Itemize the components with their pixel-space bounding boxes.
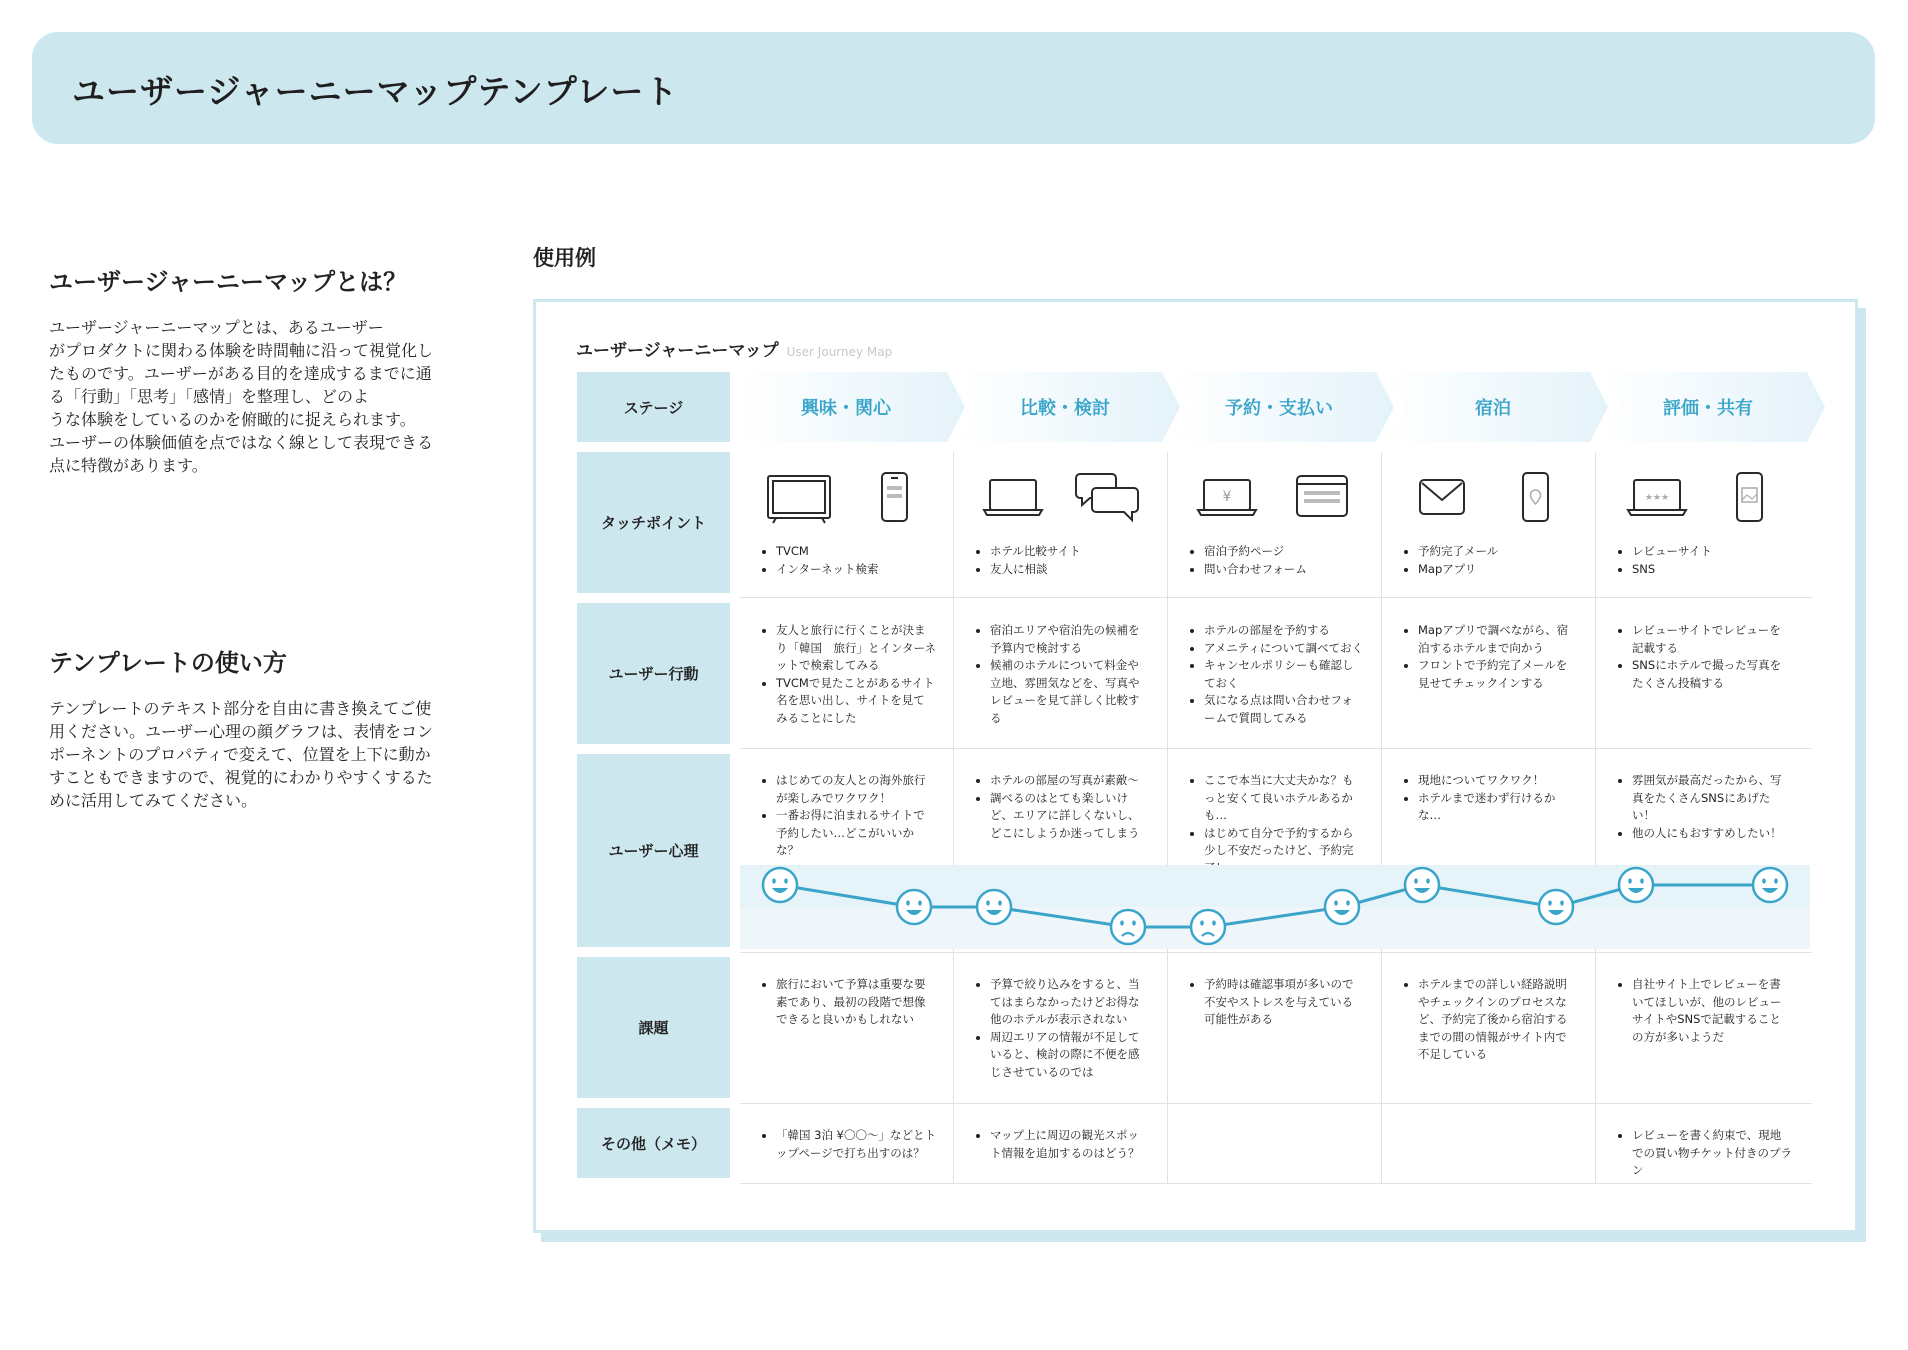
touchpoint-list	[976, 543, 1156, 578]
list-item: • インターネット検索	[776, 561, 942, 579]
stage-5-icons	[1626, 470, 1796, 526]
list-item: • 友人と旅行に行くことが決まり「韓国 旅行」とインターネットで検索してみる	[776, 622, 936, 675]
action-list	[1404, 622, 1578, 692]
stage-3-icons	[1196, 470, 1356, 526]
about-text	[49, 315, 479, 476]
list-item: • 問い合わせフォーム	[1204, 561, 1370, 579]
smile-face-icon	[1405, 868, 1439, 902]
about-line: 点に特徴があります。	[49, 456, 208, 475]
stage-name: 評価・共有	[1663, 398, 1753, 419]
list-item: • 予約完了メール	[1418, 543, 1584, 561]
smile-face-icon	[897, 890, 931, 924]
issue-list	[762, 976, 936, 1029]
row-divider	[740, 748, 1812, 749]
stage-4-icons	[1418, 470, 1568, 526]
list-item: • TVCM	[776, 543, 942, 561]
list-item: • ホテルの部屋の写真が素敵〜	[990, 772, 1150, 790]
list-item: • レビューサイト	[1632, 543, 1798, 561]
map-title-en: User Journey Map	[786, 345, 893, 359]
thought-list	[1618, 772, 1792, 842]
howto-heading: テンプレートの使い方	[49, 648, 287, 677]
touchpoint-list	[762, 543, 942, 578]
list-item: • 調べるのはとても楽しいけど、エリアに詳しくないし、どこにしようか迷ってしまう	[990, 790, 1150, 843]
row-divider	[740, 952, 1812, 953]
column-divider	[953, 452, 954, 1183]
list-item: • はじめて自分で予約するから少し不安だったけど、予約完	[1204, 825, 1364, 878]
row-label-psychology: ユーザー心理	[577, 754, 730, 947]
list-item: • 気になる点は問い合わせフォームで質問してみる	[1204, 692, 1364, 727]
photo-phone-icon	[1737, 473, 1762, 521]
mail-icon	[1420, 480, 1464, 514]
list-item: • Mapアプリで調べながら、宿泊するホテルまで向かう	[1418, 622, 1578, 657]
stage-name: 宿泊	[1475, 398, 1511, 419]
list-item: • ホテルの部屋を予約する	[1204, 622, 1364, 640]
chat-bubbles-icon	[1076, 474, 1138, 520]
memo-list	[1618, 1127, 1792, 1180]
card-icon	[1297, 476, 1347, 516]
howto-line: すこともできますので、視覚的にわかりやすくするた	[49, 768, 433, 787]
list-item: • マップ上に周辺の観光スポット情報を追加するのはどう？	[990, 1127, 1150, 1162]
list-item: • 宿泊予約ページ	[1204, 543, 1370, 561]
row-divider	[740, 1103, 1812, 1104]
list-item: • フロントで予約完了メールを見せてチェックインする	[1418, 657, 1578, 692]
thought-list	[1404, 772, 1578, 825]
map-phone-icon	[1523, 473, 1548, 521]
issue-list	[1618, 976, 1792, 1046]
sad-face-icon	[1191, 910, 1225, 944]
page-title: ユーザージャーニーマップテンプレート	[72, 72, 679, 111]
list-item: • 自社サイト上でレビューを書いてほしいが、他のレビューサイトやSNSで記載することの方が多いようだ	[1632, 976, 1792, 1046]
about-line: る「行動」「思考」「感情」を整理し、どのよ	[49, 387, 370, 406]
row-label-issue: 課題	[577, 957, 730, 1098]
memo-list	[762, 1127, 936, 1162]
list-item: • 予算で絞り込みをすると、当てはまらなかったけどお得な他のホテルが表示されない	[990, 976, 1150, 1029]
column-divider	[1381, 452, 1382, 1183]
list-item: • はじめての友人との海外旅行が楽しみでワクワク！	[776, 772, 936, 807]
map-title	[576, 336, 892, 361]
list-item: • TVCMで見たことがあるサイト名を思い出し、サイトを見てみることにした	[776, 675, 936, 728]
list-item: • 友人に相談	[990, 561, 1156, 579]
list-item: • 「韓国 3泊 ¥〇〇〜」などとトップページで打ち出すのは？	[776, 1127, 936, 1162]
list-item: • レビューサイトでレビューを記載する	[1632, 622, 1792, 657]
smile-face-icon	[977, 890, 1011, 924]
list-item: • 候補のホテルについて料金や立地、雰囲気などを、写真やレビューを見て詳しく比較する	[990, 657, 1150, 727]
list-item: • 予約時は確認事項が多いので不安やストレスを与えている可能性がある	[1204, 976, 1364, 1029]
touchpoint-list	[1618, 543, 1798, 578]
list-item: • SNS	[1632, 561, 1798, 579]
howto-text	[49, 696, 479, 811]
stage-name: 比較・検討	[1020, 398, 1110, 419]
touchpoint-list	[1190, 543, 1370, 578]
list-item: • ホテルまでの詳しい経路説明やチェックインのプロセスなど、予約完了後から宿泊するまでの間の情報がサイト内で不足している	[1418, 976, 1578, 1064]
stage-name: 興味・関心	[801, 398, 891, 419]
smile-face-icon	[1753, 868, 1787, 902]
issue-list	[1190, 976, 1364, 1029]
list-item: • SNSにホテルで撮った写真をたくさん投稿する	[1632, 657, 1792, 692]
smartphone-icon	[882, 473, 907, 521]
list-item: • ここで本当に大丈夫かな？もっと安くて良いホテルあるかも…	[1204, 772, 1364, 825]
smile-face-icon	[1325, 890, 1359, 924]
row-divider	[740, 597, 1812, 598]
touchpoint-list	[1404, 543, 1584, 578]
about-line: うな体験をしているのかを俯瞰的に捉えられます。	[49, 410, 416, 429]
list-item: • 他の人にもおすすめしたい！	[1632, 825, 1792, 843]
list-item: • キャンセルポリシーも確認しておく	[1204, 657, 1364, 692]
list-item: • 宿泊エリアや宿泊先の候補を予算内で検討する	[990, 622, 1150, 657]
sad-face-icon	[1111, 910, 1145, 944]
svg-text:¥: ¥	[1222, 489, 1232, 505]
about-line: ユーザーの体験価値を点ではなく線として表現できる	[49, 433, 434, 452]
laptop-icon	[984, 480, 1042, 515]
thought-list	[1190, 772, 1364, 877]
page-header	[32, 32, 1875, 144]
howto-line: 用ください。ユーザー心理の顔グラフは、表情をコン	[49, 722, 434, 741]
howto-line: テンプレートのテキスト部分を自由に書き換えてご使	[49, 699, 432, 718]
map-title-ja: ユーザージャーニーマップ	[576, 341, 779, 361]
smile-face-icon	[1539, 890, 1573, 924]
list-item: • Mapアプリ	[1418, 561, 1584, 579]
example-heading: 使用例	[533, 246, 596, 270]
action-list	[1618, 622, 1792, 692]
list-item: • 一番お得に泊まれるサイトで予約したい…どこがいいかな？	[776, 807, 936, 860]
row-label-memo: その他（メモ）	[577, 1108, 730, 1178]
stage-1-icons	[766, 470, 916, 526]
list-item: • レビューを書く約束で、現地での買い物チケット付きのプラン	[1632, 1127, 1792, 1180]
list-item: • アメニティについて調べておく	[1204, 640, 1364, 658]
list-item: • ホテル比較サイト	[990, 543, 1156, 561]
list-item: • 現地についてワクワク！	[1418, 772, 1578, 790]
thought-list	[976, 772, 1150, 842]
smile-face-icon	[1619, 868, 1653, 902]
action-list	[1190, 622, 1364, 727]
list-item: • 周辺エリアの情報が不足していると、検討の際に不便を感じさせているのでは	[990, 1029, 1150, 1082]
column-divider	[1595, 452, 1596, 1183]
stage-name: 予約・支払い	[1225, 398, 1333, 419]
memo-list	[976, 1127, 1150, 1162]
column-divider	[1167, 452, 1168, 1183]
row-label-action: ユーザー行動	[577, 603, 730, 744]
thought-list	[762, 772, 936, 860]
about-heading: ユーザージャーニーマップとは？	[49, 267, 408, 296]
howto-line: ポーネントのプロパティで変えて、位置を上下に動か	[49, 745, 431, 764]
action-list	[762, 622, 936, 727]
smile-face-icon	[763, 868, 797, 902]
tv-icon	[768, 476, 830, 523]
about-line: ユーザージャーニーマップとは、あるユーザー	[49, 318, 384, 337]
issue-list	[976, 976, 1150, 1081]
row-divider	[740, 1183, 1812, 1184]
about-line: たものです。ユーザーがある目的を達成するまでに通	[49, 364, 432, 383]
stage-2-icons	[982, 470, 1142, 526]
action-list	[976, 622, 1150, 727]
howto-line: めに活用してみてください。	[49, 791, 258, 810]
row-label-touchpoint: タッチポイント	[577, 452, 730, 593]
svg-text:★★★: ★★★	[1644, 493, 1670, 503]
issue-list	[1404, 976, 1578, 1064]
about-line: がプロダクトに関わる体験を時間軸に沿って視覚化し	[49, 341, 434, 360]
list-item: • ホテルまで迷わず行けるかな…	[1418, 790, 1578, 825]
list-item: • 旅行において予算は重要な要素であり、最初の段階で想像できると良いかもしれない	[776, 976, 936, 1029]
list-item: • 雰囲気が最高だったから、写真をたくさんSNSにあげたい！	[1632, 772, 1792, 825]
row-label-stage: ステージ	[577, 372, 730, 442]
emotion-graph	[740, 865, 1810, 949]
